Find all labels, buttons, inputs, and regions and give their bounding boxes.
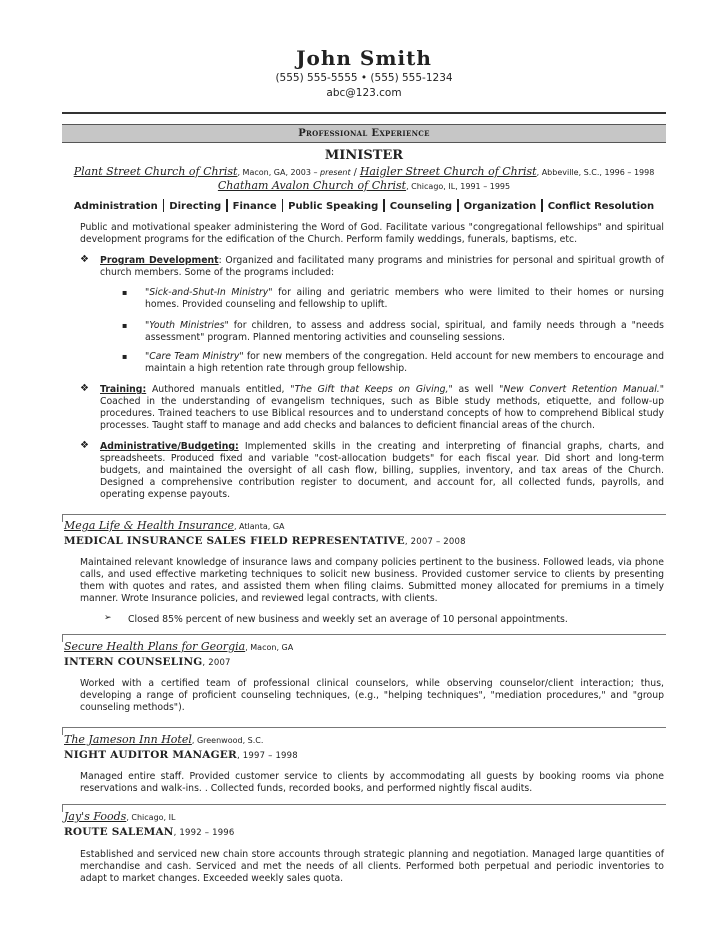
skill-item: Public Speaking [288, 201, 379, 212]
training-label: Training: [100, 384, 147, 395]
training [100, 384, 664, 432]
job-divider [62, 634, 666, 635]
square-bullet-icon: ▪ [122, 288, 128, 297]
minister-summary: Public and motivational speaker administering the Word of God. Facilitate various "congregational fellowships" and spiritual development programs for the edification of the Church. Perform family weddings, funerals, baptisms, etc. [80, 222, 664, 245]
skill-item: Counseling [389, 201, 453, 212]
program-care-team [145, 351, 664, 375]
job-divider-tick [62, 634, 63, 642]
program-text: for ailing and geriatric members who were limited to their homes or nursing homes. Provided counseling and fellowship to uplift. [145, 287, 664, 310]
job-title-line [64, 656, 231, 668]
org-plant-street-present: present [320, 168, 351, 177]
program-name: "Youth Ministries" [145, 320, 229, 331]
skill-item: Directing [169, 201, 222, 212]
skill-separator [457, 199, 459, 212]
skill-item: Administration [73, 201, 158, 212]
minister-orgs-line-2 [0, 179, 728, 192]
program-text: for new members of the congregation. Held account for new members to encourage and maintain a high retention rate through group fellowship. [145, 351, 664, 374]
square-bullet-icon: ▪ [122, 321, 128, 330]
section-heading-professional-experience [62, 124, 666, 143]
job-description: Maintained relevant knowledge of insurance laws and company policies pertinent to the business. Followed leads, via phone calls, and used effective marketing techniques to solicit new business. Provided customer service to clients by presenting them with quotes and rates, and assisted them when filing claims. Submitted money allocated for premiums in a timely manner. Wrote Insurance policies, and reviewed legal contracts, with clients. [80, 557, 664, 604]
program-sick-and-shut-in [145, 287, 664, 311]
program-text: for children, to assess and address social, spiritual, and family needs through a "needs assessment" program. Planned mentoring activities and counseling sessions. [145, 320, 664, 343]
job-org-name: Mega Life & Health Insurance [64, 519, 234, 532]
job-org-location: , Chicago, IL [126, 813, 176, 822]
training-text: Coached in the understanding of evangelism techniques, such as Bible study methods, etiquette, and follow-up procedures. Trained teachers to use Biblical resources and to understand concepts of how to comprehend Biblical study processes. Taught staff to manage and add checks and balances to deficient financial areas of the church. [100, 396, 664, 431]
program-name: "Care Team Ministry" [145, 351, 244, 362]
org-chatham-avalon: Chatham Avalon Church of Christ [217, 179, 407, 192]
job-dates: , 1992 – 1996 [173, 828, 235, 838]
org-plant-street: Plant Street Church of Christ [73, 165, 238, 178]
job-org-line [64, 733, 263, 746]
skill-separator [383, 199, 385, 212]
administrative-budgeting [100, 441, 664, 501]
arrow-bullet-icon: ➢ [104, 613, 112, 623]
diamond-bullet-icon: ❖ [80, 383, 89, 394]
job-org-name: Jay's Foods [64, 810, 127, 823]
org-haigler-street: Haigler Street Church of Christ [359, 165, 537, 178]
skill-separator [226, 199, 228, 212]
job-org-line [64, 640, 293, 653]
org-plant-street-detail: , Macon, GA, 2003 – [237, 168, 320, 177]
diamond-bullet-icon: ❖ [80, 254, 89, 265]
skill-item: Conflict Resolution [547, 201, 655, 212]
job-divider-tick [62, 514, 63, 522]
skill-item: Finance [232, 201, 277, 212]
skill-separator [163, 199, 165, 212]
header-rule [62, 112, 666, 114]
job-title-line [64, 826, 235, 838]
job-title-line [64, 535, 466, 547]
job-org-line [64, 810, 175, 823]
phone-numbers: (555) 555-5555 • (555) 555-1234 [275, 72, 453, 84]
training-book-1: "The Gift that Keeps on Giving," [290, 384, 453, 395]
job-dates: , 2007 [202, 658, 231, 668]
job-achievement: Closed 85% percent of new business and weekly set an average of 10 personal appointments. [128, 614, 568, 625]
program-development-text: : Organized and facilitated many programs and ministries for personal and spiritual growth of church members. Some of the programs included: [100, 255, 664, 278]
minister-orgs-line-1 [0, 165, 728, 178]
program-development-label: Program Development [100, 255, 219, 266]
job-dates: , 2007 – 2008 [404, 537, 466, 547]
job-title: ROUTE SALEMAN [64, 826, 174, 838]
program-name: "Sick-and-Shut-In Ministry" [145, 287, 273, 298]
job-divider [62, 804, 666, 805]
minister-title: MINISTER [324, 148, 404, 163]
training-text: as well [452, 384, 500, 395]
job-divider [62, 727, 666, 728]
program-development [100, 255, 664, 279]
program-youth-ministries [145, 320, 664, 344]
section-heading-text: Professional Experience [298, 128, 430, 139]
name-text: John Smith [296, 46, 432, 70]
org-separator: / [350, 167, 360, 178]
job-org-name: The Jameson Inn Hotel [64, 733, 192, 746]
training-book-2: "New Convert Retention Manual." [499, 384, 665, 395]
job-org-location: , Atlanta, GA [233, 522, 285, 531]
job-org-line [64, 519, 285, 532]
candidate-name [0, 46, 728, 70]
administrative-budgeting-label: Administrative/Budgeting: [100, 441, 239, 452]
org-haigler-street-detail: , Abbeville, S.C., 1996 – 1998 [536, 168, 655, 177]
square-bullet-icon: ▪ [122, 352, 128, 361]
job-description: Managed entire staff. Provided customer service to clients by accommodating all guests by booking rooms via phone reservations and walk-ins. . Collected funds, recorded books, and performed nightly fiscal audits. [80, 771, 664, 794]
job-title: MEDICAL INSURANCE SALES FIELD REPRESENTATIVE [64, 535, 405, 547]
job-description: Established and serviced new chain store accounts through strategic planning and negotiation. Managed large quantities of merchandise and cash. Serviced and met the needs of all clients. Performed both perpetual and periodic inventories to adapt to market changes. Exceeded weekly sales quota. [80, 849, 664, 884]
skills-line [0, 199, 728, 212]
job-org-location: , Macon, GA [245, 643, 294, 652]
job-title: INTERN COUNSELING [64, 656, 203, 668]
job-divider-tick [62, 804, 63, 812]
training-text: Authored manuals entitled, [146, 384, 291, 395]
job-org-location: , Greenwood, S.C. [191, 736, 264, 745]
diamond-bullet-icon: ❖ [80, 440, 89, 451]
job-org-name: Secure Health Plans for Georgia [64, 640, 246, 653]
job-title-line [64, 749, 298, 761]
job-divider-tick [62, 727, 63, 735]
job-divider [62, 514, 666, 515]
skill-separator [282, 199, 284, 212]
skill-item: Organization [463, 201, 537, 212]
email-address: abc@123.com [326, 87, 402, 99]
administrative-budgeting-text: Implemented skills in the creating and interpreting of financial graphs, charts, and spreadsheets. Produced fixed and variable "cost-allocation budgets" for each fiscal year. Did short and long-term budgets, and maintained the oversight of all cash flow, billing, supplies, inventory, and tax areas of the Church. Designed a comprehensive contribution register to document, and account for, all collected funds, payrolls, and operating expense payouts. [100, 441, 664, 500]
job-description: Worked with a certified team of professional clinical counselors, while observing counselor/client interaction; thus, developing a range of proficient counseling techniques, (e.g., "helping techniques", "mediation procedures," and "group counseling methods"). [80, 678, 664, 713]
job-dates: , 1997 – 1998 [236, 751, 298, 761]
org-chatham-avalon-detail: , Chicago, IL, 1991 – 1995 [406, 182, 511, 191]
skill-separator [541, 199, 543, 212]
job-title: NIGHT AUDITOR MANAGER [64, 749, 237, 761]
